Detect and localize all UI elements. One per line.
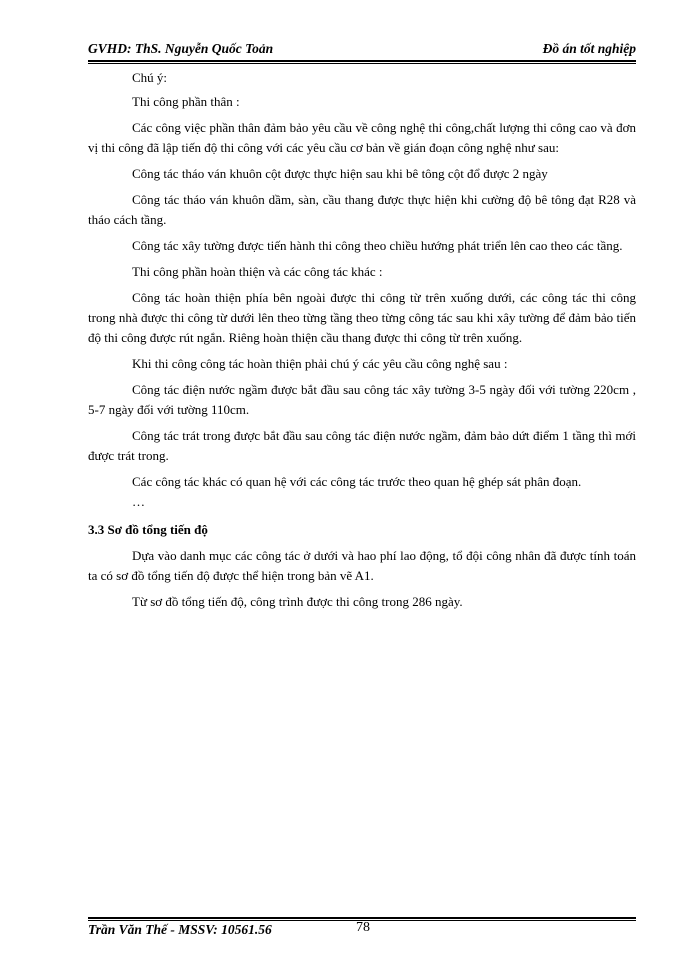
paragraph-note: Chú ý: (132, 70, 168, 85)
section-heading: 3.3 Sơ đồ tổng tiến độ (88, 522, 208, 537)
footer-rule (88, 917, 636, 919)
page-body (88, 62, 636, 612)
paragraph: Công tác trát trong được bắt đầu sau công tác điện nước ngầm, đảm bảo dứt điểm 1 tầng thì mới được trát trong. (88, 428, 636, 463)
paragraph-body-construction: Thi công phần thân : (132, 94, 240, 109)
page-number: 78 (356, 920, 370, 935)
paragraph: Công tác xây tường được tiến hành thi công theo chiều hướng phát triển lên cao theo các tầng. (132, 238, 623, 253)
paragraph-finishing: Thi công phần hoàn thiện và các công tác khác : (132, 264, 383, 279)
page-header (88, 38, 636, 62)
header-supervisor: GVHD: ThS. Nguyễn Quốc Toản (88, 41, 274, 56)
paragraph: Dựa vào danh mục các công tác ở dưới và hao phí lao động, tổ đội công nhân đã được tính toán ta có sơ đồ tổng tiến độ được thể hiện trong bản vẽ A1. (88, 548, 636, 583)
paragraph: Các công việc phần thân đảm bảo yêu cầu về công nghệ thi công,chất lượng thi công cao và đơn vị thi công đã lập tiến độ thi công với các yêu cầu cơ bản về gián đoạn công nghệ như sau: (88, 120, 636, 155)
paragraph: Công tác tháo ván khuôn dầm, sàn, cầu thang được thực hiện khi cường độ bê tông đạt R28 và tháo cách tầng. (88, 192, 636, 227)
paragraph: Từ sơ đồ tổng tiến độ, công trình được thi công trong 286 ngày. (132, 594, 463, 609)
paragraph: Công tác hoàn thiện phía bên ngoài được thi công từ trên xuống dưới, các công tác thi công trong nhà được thi công từ dưới lên theo từng tầng theo từng công tác sau khi xây tường để đảm bảo tiến độ thi công được rút ngắn. Riêng hoàn thiện cầu thang được thi công từ trên xuống. (88, 290, 636, 345)
paragraph: Công tác điện nước ngầm được bắt đầu sau công tác xây tường 3-5 ngày đối với tường 220cm , 5-7 ngày đối với tường 110cm. (88, 382, 636, 417)
paragraph: Công tác tháo ván khuôn cột được thực hiện sau khi bê tông cột đổ được 2 ngày (132, 166, 548, 181)
header-document-type: Đồ án tốt nghiệp (542, 41, 636, 56)
paragraph: Khi thi công công tác hoàn thiện phải chú ý các yêu cầu công nghệ sau : (132, 356, 508, 371)
paragraph: Các công tác khác có quan hệ với các công tác trước theo quan hệ ghép sát phân đoạn. (132, 474, 582, 489)
footer-author: Trần Văn Thế - MSSV: 10561.56 (88, 922, 272, 937)
paragraph-ellipsis: … (132, 494, 145, 509)
